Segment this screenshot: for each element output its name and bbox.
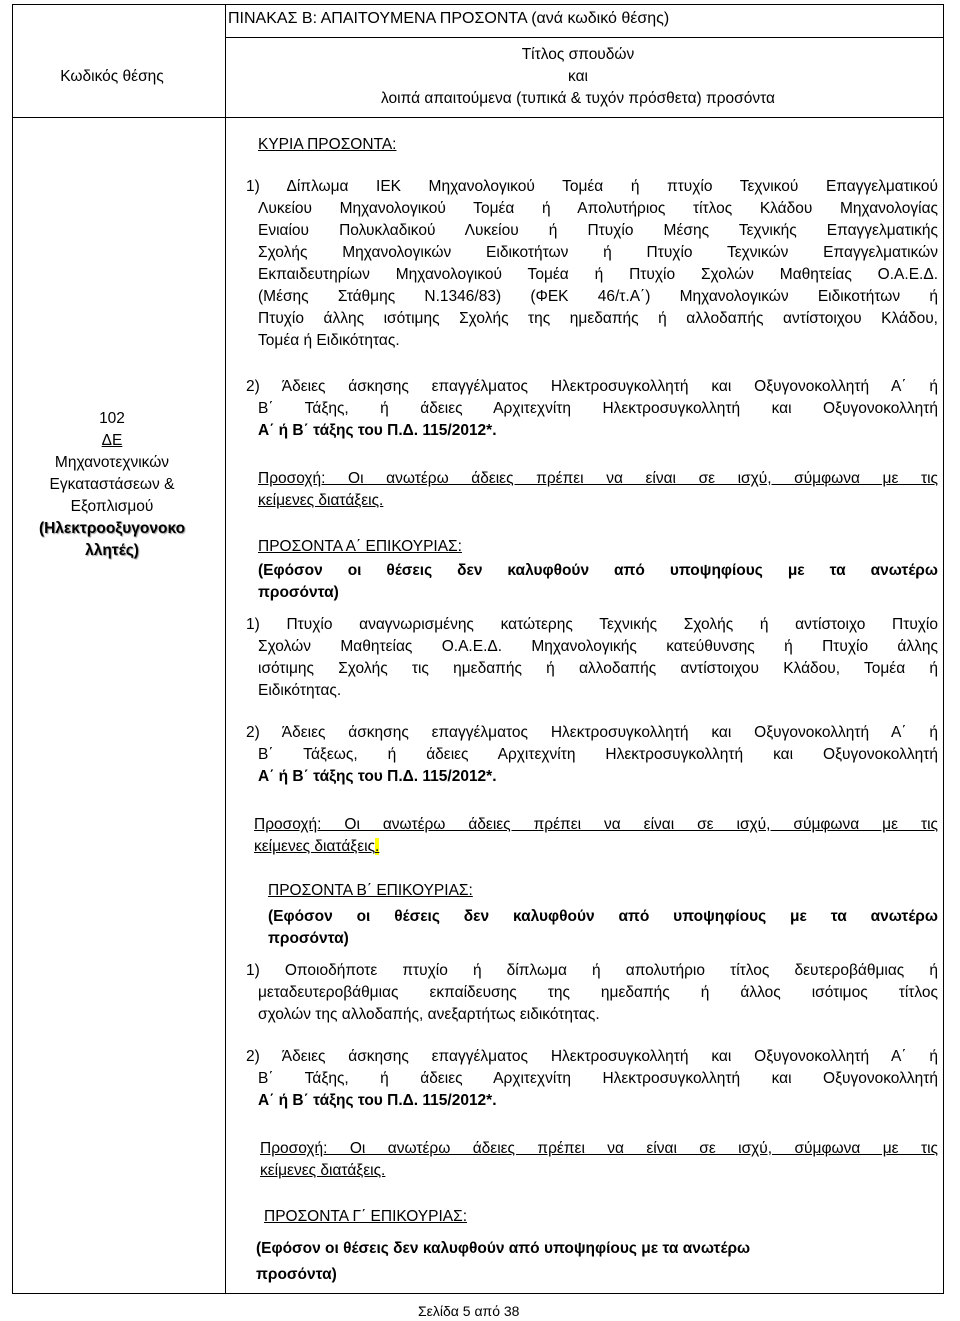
secC-condition-line1: (Εφόσον οι θέσεις δεν καλυφθούν από υποψηφίους με τα ανωτέρω	[256, 1240, 751, 1257]
main-item1: 1) Δίπλωμα ΙΕΚ Μηχανολογικού Τομέα ή πτυχίο Τεχνικού Επαγγελματικού Λυκείου Μηχανολογικού Τομέα ή Απολυτήριος τίτλος Κλάδου Μηχανολογίας Ενιαίου Πολυκλαδικού Λυκείου ή Πτυχίο Μέσης Τεχνικής Επαγγελματικής Σχολής Μηχανολογικών Ειδικοτήτων ή Πτυχίο Τεχνικών Επαγγελματικών Εκπαιδευτηρίων Μηχανολογικού Τομέα ή Πτυχίο Σχολών Μαθητείας Ο.Α.Ε.Δ. (Μέσης Στάθμης Ν.1346/83) (ΦΕΚ 46/τ.Α΄) Μηχανολογικών Ειδικοτήτων ή Πτυχίο άλλης ισότιμης Σχολής της ημεδαπής ή αλλοδαπής αντίστοιχου Κλάδου, Τομέα ή Ειδικότητας.	[246, 178, 938, 349]
header-title-line1: Τίτλος σπουδών	[521, 46, 635, 63]
column-divider	[225, 5, 226, 1293]
title-divider	[225, 37, 943, 38]
secA-notice: Προσοχή: Οι ανωτέρω άδειες πρέπει να είναι σε ισχύ, σύμφωνα με τις κείμενες διατάξεις.	[254, 816, 938, 855]
secC-heading: ΠΡΟΣΟΝΤΑ Γ΄ ΕΠΙΚΟΥΡΙΑΣ:	[264, 1208, 467, 1225]
position-line5: λλητές)	[85, 542, 139, 559]
header-code: Κωδικός θέσης	[60, 68, 164, 85]
main-item2: 2) Άδειες άσκησης επαγγέλματος Ηλεκτροσυγκολλητή και Οξυγονοκολλητή Α΄ ή Β΄ Τάξης, ή άδειες Αρχιτεχνίτη Ηλεκτροσυγκολλητή και Οξυγονοκολλητή Α΄ ή Β΄ τάξης του Π.Δ. 115/2012*.	[246, 378, 938, 439]
secB-heading: ΠΡΟΣΟΝΤΑ Β΄ ΕΠΙΚΟΥΡΙΑΣ:	[268, 882, 473, 899]
secC-condition-line2: προσόντα)	[256, 1266, 337, 1283]
main-notice: Προσοχή: Οι ανωτέρω άδειες πρέπει να είναι σε ισχύ, σύμφωνα με τις κείμενες διατάξεις.	[258, 470, 938, 509]
secA-heading: ΠΡΟΣΟΝΤΑ Α΄ ΕΠΙΚΟΥΡΙΑΣ:	[258, 538, 462, 555]
page-number: Σελίδα 5 από 38	[418, 1303, 520, 1319]
secB-item1: 1) Οποιοδήποτε πτυχίο ή δίπλωμα ή απολυτήριο τίτλος δευτεροβάθμιας ή μεταδευτεροβάθμιας εκπαίδευσης της ημεδαπής ή άλλος ισότιμος τίτλος σχολών της αλλοδαπής, ανεξαρτήτως ειδικότητας.	[246, 962, 938, 1023]
secB-notice: Προσοχή: Οι ανωτέρω άδειες πρέπει να είναι σε ισχύ, σύμφωνα με τις κείμενες διατάξεις.	[260, 1140, 938, 1179]
position-line2: Εγκαταστάσεων &	[49, 476, 175, 493]
position-line4: (Ηλεκτροοξυγονοκο	[38, 520, 186, 537]
position-line3: Εξοπλισμού	[70, 498, 154, 515]
secA-item2: 2) Άδειες άσκησης επαγγέλματος Ηλεκτροσυγκολλητή και Οξυγονοκολλητή Α΄ ή Β΄ Τάξεως, ή άδειες Αρχιτεχνίτη Ηλεκτροσυγκολλητή και Οξυγονοκολλητή Α΄ ή Β΄ τάξης του Π.Δ. 115/2012*.	[246, 724, 938, 785]
secA-item1: 1) Πτυχίο αναγνωρισμένης κατώτερης Τεχνικής Σχολής ή αντίστοιχο Πτυχίο Σχολών Μαθητείας Ο.Α.Ε.Δ. Μηχανολογικής κατεύθυνσης ή Πτυχίο άλλης ισότιμης Σχολής τις ημεδαπής ή αλλοδαπής αντίστοιχου Κλάδου, Τομέα ή Ειδικότητας.	[246, 616, 938, 699]
main-heading: ΚΥΡΙΑ ΠΡΟΣΟΝΤΑ:	[258, 136, 397, 153]
header-divider	[13, 117, 943, 118]
secB-condition: (Εφόσον οι θέσεις δεν καλυφθούν από υποψηφίους με τα ανωτέρω προσόντα)	[268, 908, 938, 947]
secB-item2: 2) Άδειες άσκησης επαγγέλματος Ηλεκτροσυγκολλητή και Οξυγονοκολλητή Α΄ ή Β΄ Τάξης, ή άδειες Αρχιτεχνίτη Ηλεκτροσυγκολλητή και Οξυγονοκολλητή Α΄ ή Β΄ τάξης του Π.Δ. 115/2012*.	[246, 1048, 938, 1109]
position-line1: Μηχανοτεχνικών	[54, 454, 170, 471]
position-type: ΔΕ	[101, 432, 123, 449]
header-title-line3: λοιπά απαιτούμενα (τυπικά & τυχόν πρόσθετα) προσόντα	[381, 90, 775, 107]
secA-condition: (Εφόσον οι θέσεις δεν καλυφθούν από υποψηφίους με τα ανωτέρω προσόντα)	[258, 562, 938, 601]
header-title-line2: και	[568, 68, 588, 85]
position-code: 102	[99, 410, 125, 427]
position-code-cell	[12, 408, 212, 562]
table-title: ΠΙΝΑΚΑΣ Β: ΑΠΑΙΤΟΥΜΕΝΑ ΠΡΟΣΟΝΤΑ (ανά κωδικό θέσης)	[228, 10, 670, 27]
